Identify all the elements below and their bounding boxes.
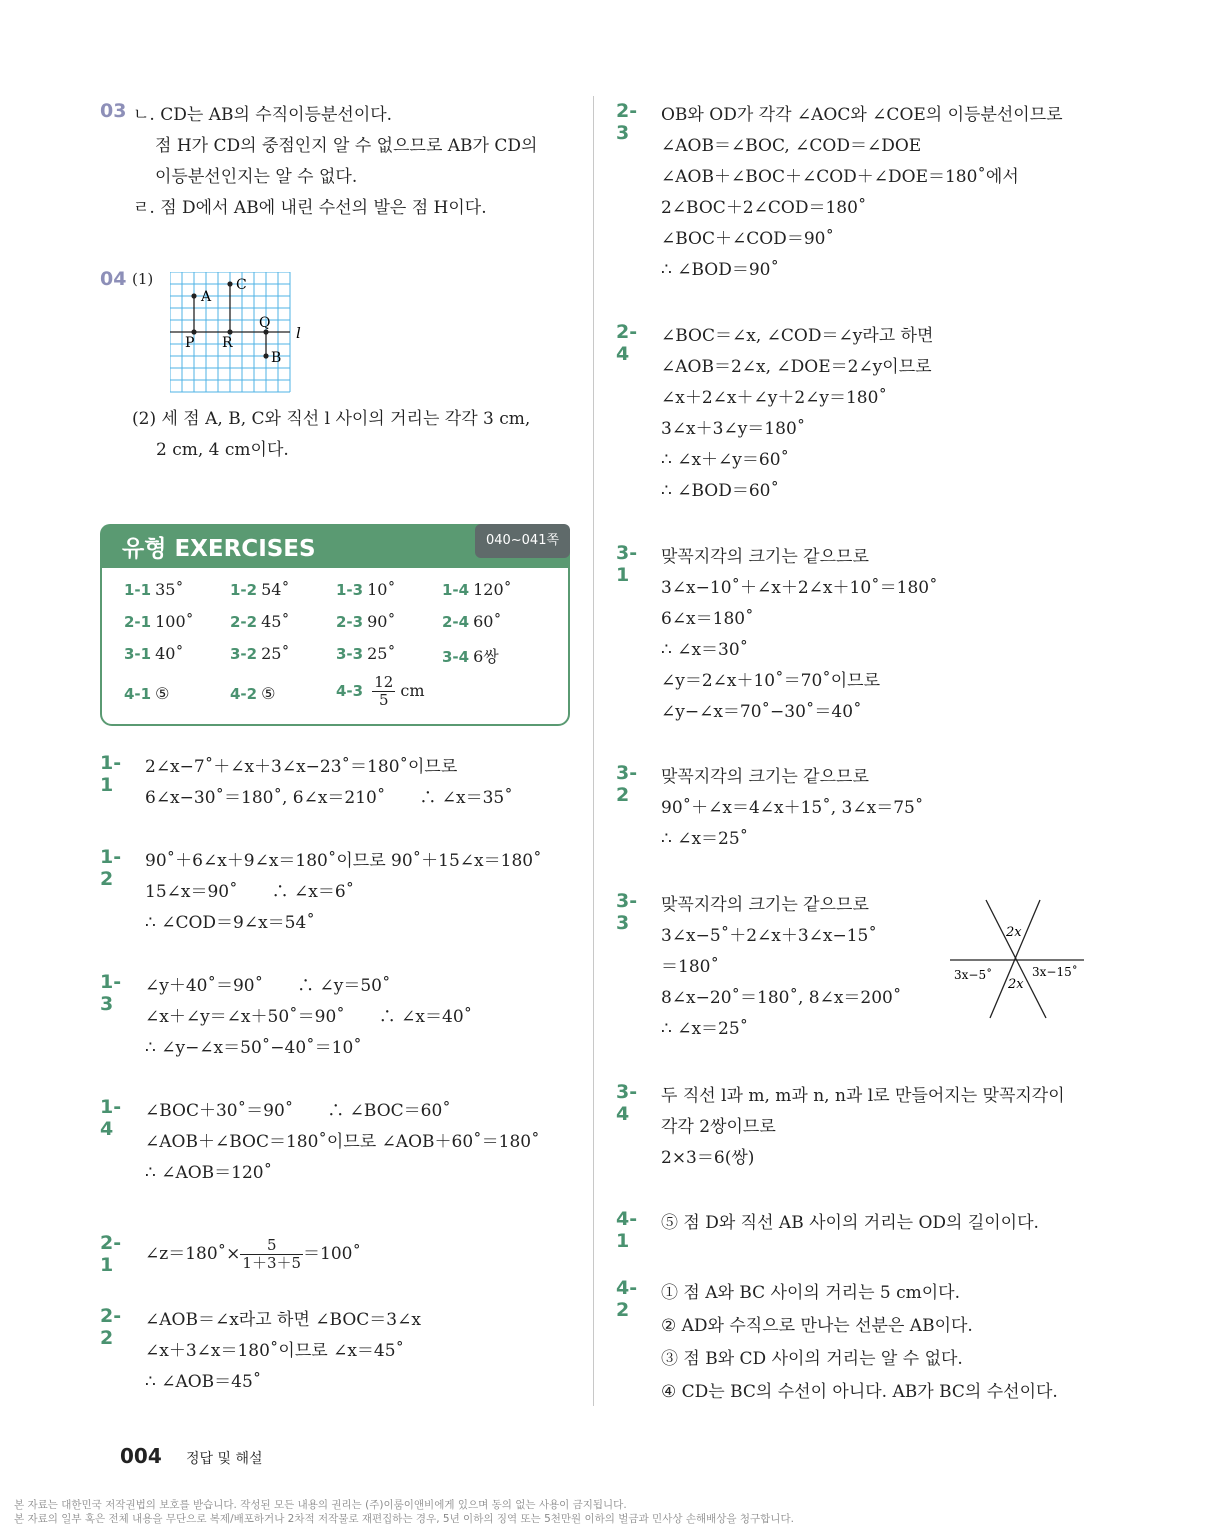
exercise-answer: 3-1 40˚ (124, 644, 184, 663)
exercise-answer: 2-3 90˚ (336, 612, 396, 631)
answer-line: ∠y−∠x＝70˚−30˚＝40˚ (661, 702, 862, 722)
column-divider (593, 96, 594, 1406)
exercise-answer: 3-2 25˚ (230, 644, 290, 663)
answer-line: 이등분선인지는 알 수 없다. (155, 167, 358, 187)
problem-number: 04 (100, 268, 127, 290)
answer-line: 90˚＋6∠x＋9∠x＝180˚이므로 90˚＋15∠x＝180˚ (145, 851, 542, 871)
answer-line: ∴ ∠AOB＝45˚ (145, 1372, 262, 1392)
problem-number: 2-2 (100, 1305, 122, 1349)
problem-number: 03 (100, 100, 127, 122)
answer-line: ∴ ∠x＝25˚ (661, 829, 749, 849)
answer-line: ① 점 A와 BC 사이의 거리는 5 cm이다. (661, 1283, 960, 1303)
page-number: 004 (120, 1444, 162, 1468)
answer-line: 맞꼭지각의 크기는 같으므로 (661, 547, 869, 567)
exercise-answer: 2-4 60˚ (442, 612, 502, 631)
exercises-title: 유형 EXERCISES (122, 536, 316, 562)
problem-number: 1-1 (100, 752, 122, 796)
line-n (990, 900, 1040, 1018)
problem-number: 3-3 (616, 890, 638, 934)
answer-line: ∠AOB＋∠BOC＋∠COD＋∠DOE＝180˚에서 (661, 167, 1019, 187)
answer-line: 15∠x＝90˚ ∴ ∠x＝6˚ (145, 882, 355, 902)
exercises-box (100, 524, 570, 726)
point-a (191, 293, 196, 298)
answer-line: ∠AOB＝2∠x, ∠DOE＝2∠y이므로 (661, 357, 932, 377)
answer-line: 각각 2쌍이므로 (661, 1117, 776, 1137)
answer-line: ③ 점 B와 CD 사이의 거리는 알 수 없다. (661, 1349, 963, 1369)
point-r (227, 329, 232, 334)
angle-label-right: 3x−15˚ (1032, 965, 1078, 979)
answer-line: ∴ ∠BOD＝60˚ (661, 481, 779, 501)
answer-line: ∴ ∠BOD＝90˚ (661, 260, 779, 280)
answer-line: ② AD와 수직으로 만나는 선분은 AB이다. (661, 1316, 973, 1336)
answer-line: 3∠x＋3∠y＝180˚ (661, 419, 806, 439)
label-a: A (201, 289, 212, 305)
exercises-answers (100, 564, 570, 726)
exercise-answer: 2-2 45˚ (230, 612, 290, 631)
exercise-answer: 3-3 25˚ (336, 644, 396, 663)
answer-line: ∴ ∠AOB＝120˚ (145, 1163, 273, 1183)
answer-line: ④ CD는 BC의 수선이 아니다. AB가 BC의 수선이다. (661, 1382, 1058, 1402)
exercise-answer: 1-1 35˚ (124, 580, 184, 599)
problem-number: 4-1 (616, 1208, 638, 1252)
problem-number: 1-4 (100, 1096, 122, 1140)
answer-line: ∠z＝180˚× $\frac{5}{1+3+5}$ ＝100˚ (145, 1236, 361, 1272)
problem-number: 3-4 (616, 1081, 638, 1125)
problem-number: 4-2 (616, 1277, 638, 1321)
answer-line: 90˚＋∠x＝4∠x＋15˚, 3∠x＝75˚ (661, 798, 924, 818)
answer-line: ∠x＋∠y＝∠x＋50˚＝90˚ ∴ ∠x＝40˚ (145, 1007, 473, 1027)
problem-number: 2-3 (616, 100, 638, 144)
answer-line: ∠y＝2∠x＋10˚＝70˚이므로 (661, 671, 881, 691)
line-m (986, 900, 1046, 1018)
answer-line: ∠y＋40˚＝90˚ ∴ ∠y＝50˚ (145, 976, 391, 996)
answer-line: 2×3＝6(쌍) (661, 1148, 755, 1168)
answer-line: 2∠BOC＋2∠COD＝180˚ (661, 198, 867, 218)
answer-line: ∴ ∠x＝25˚ (661, 1019, 749, 1039)
exercise-answer: 1-4 120˚ (442, 580, 512, 599)
page-range-badge: 040~041쪽 (475, 524, 570, 558)
angle-label-bottom: 2x (1008, 977, 1024, 992)
exercise-answer: 4-3 $\frac{12}{5}$ cm (336, 673, 425, 709)
answer-line: ∴ ∠x＝30˚ (661, 640, 749, 660)
label-r: R (222, 335, 233, 351)
exercise-answer: 3-4 6쌍 (442, 647, 499, 666)
problem-number: 2-4 (616, 321, 638, 365)
answer-line: ⑤ 점 D와 직선 AB 사이의 거리는 OD의 길이이다. (661, 1213, 1039, 1233)
point-p (191, 329, 196, 334)
angle-label-left: 3x−5˚ (954, 968, 993, 982)
problem-number: 1-2 (100, 846, 122, 890)
answer-line: ∠AOB＝∠x라고 하면 ∠BOC＝3∠x (145, 1310, 421, 1330)
problem-number: 1-3 (100, 971, 122, 1015)
answer-line: ∴ ∠y−∠x＝50˚−40˚＝10˚ (145, 1038, 362, 1058)
answer-line: ∠x＋2∠x＋∠y＋2∠y＝180˚ (661, 388, 887, 408)
point-b (263, 353, 268, 358)
point-c (227, 281, 232, 286)
exercise-answer: 1-2 54˚ (230, 580, 290, 599)
label-b: B (271, 350, 282, 366)
problem-number: 2-1 (100, 1232, 122, 1276)
problem-number: 3-1 (616, 542, 638, 586)
answer-line: ∠BOC＋∠COD＝90˚ (661, 229, 834, 249)
exercise-answer: 1-3 10˚ (336, 580, 396, 599)
answer-line: ∴ ∠x＋∠y＝60˚ (661, 450, 790, 470)
exercise-answer: 4-2 ⑤ (230, 684, 276, 703)
answer-line: 두 직선 l과 m, m과 n, n과 l로 만들어지는 맞꼭지각이 (661, 1086, 1065, 1106)
answer-line: 6∠x＝180˚ (661, 609, 754, 629)
label-l: l (296, 324, 301, 342)
answer-line: ∠BOC＋30˚＝90˚ ∴ ∠BOC＝60˚ (145, 1101, 451, 1121)
answer-line: 2∠x−7˚＋∠x＋3∠x−23˚＝180˚이므로 (145, 757, 458, 777)
answer-line: 3∠x−5˚＋2∠x＋3∠x−15˚ (661, 926, 877, 946)
answer-line: ∠BOC＝∠x, ∠COD＝∠y라고 하면 (661, 326, 934, 346)
answer-line: ∠AOB＋∠BOC＝180˚이므로 ∠AOB＋60˚＝180˚ (145, 1132, 540, 1152)
exercise-answer: 2-1 100˚ (124, 612, 194, 631)
label-c: C (236, 277, 247, 293)
answer-line: ㄴ. CD는 AB의 수직이등분선이다. (133, 105, 393, 125)
exercise-answer: 4-1 ⑤ (124, 684, 170, 703)
answer-line: 2 cm, 4 cm이다. (156, 440, 289, 460)
label-p: P (185, 335, 195, 351)
copyright-notice: 본 자료의 일부 혹은 전체 내용을 무단으로 복제/배포하거나 2차적 저작물로 재편집하는 경우, 5년 이하의 징역 또는 5천만원 이하의 벌금과 민사상 손해배상을 청구합니다. (14, 1513, 794, 1525)
answer-line: (2) 세 점 A, B, C와 직선 l 사이의 거리는 각각 3 cm, (132, 409, 531, 429)
part-label: (1) (132, 270, 154, 288)
answer-line: ＝180˚ (661, 957, 719, 977)
answer-line: ∠AOB＝∠BOC, ∠COD＝∠DOE (661, 136, 922, 156)
vertical-angles-figure (946, 896, 1088, 1022)
label-q: Q (259, 315, 271, 331)
answer-line: ∴ ∠COD＝9∠x＝54˚ (145, 913, 315, 933)
fraction: $\frac{5}{1+3+5}$ (242, 1236, 302, 1272)
grid-figure (170, 272, 310, 398)
answer-line: 맞꼭지각의 크기는 같으므로 (661, 895, 869, 915)
answer-line: 3∠x−10˚＋∠x＋2∠x＋10˚＝180˚ (661, 578, 938, 598)
answer-line: OB와 OD가 각각 ∠AOC와 ∠COE의 이등분선이므로 (661, 105, 1063, 125)
answer-line: 8∠x−20˚＝180˚, 8∠x＝200˚ (661, 988, 902, 1008)
copyright-notice: 본 자료는 대한민국 저작권법의 보호를 받습니다. 작성된 모든 내용의 권리는 (주)이룸이앤비에게 있으며 동의 없는 사용이 금지됩니다. (14, 1499, 627, 1511)
answer-line: 6∠x−30˚＝180˚, 6∠x＝210˚ ∴ ∠x＝35˚ (145, 788, 513, 808)
page-section-label: 정답 및 해설 (186, 1451, 263, 1467)
answer-line: 맞꼭지각의 크기는 같으므로 (661, 767, 869, 787)
answer-line: ∠x＋3∠x＝180˚이므로 ∠x＝45˚ (145, 1341, 405, 1361)
answer-line: 점 H가 CD의 중점인지 알 수 없으므로 AB가 CD의 (155, 136, 538, 156)
angle-label-top: 2x (1006, 925, 1022, 940)
fraction: $\frac{12}{5}$ (374, 673, 394, 709)
problem-number: 3-2 (616, 762, 638, 806)
answer-line: ㄹ. 점 D에서 AB에 내린 수선의 발은 점 H이다. (133, 198, 487, 218)
